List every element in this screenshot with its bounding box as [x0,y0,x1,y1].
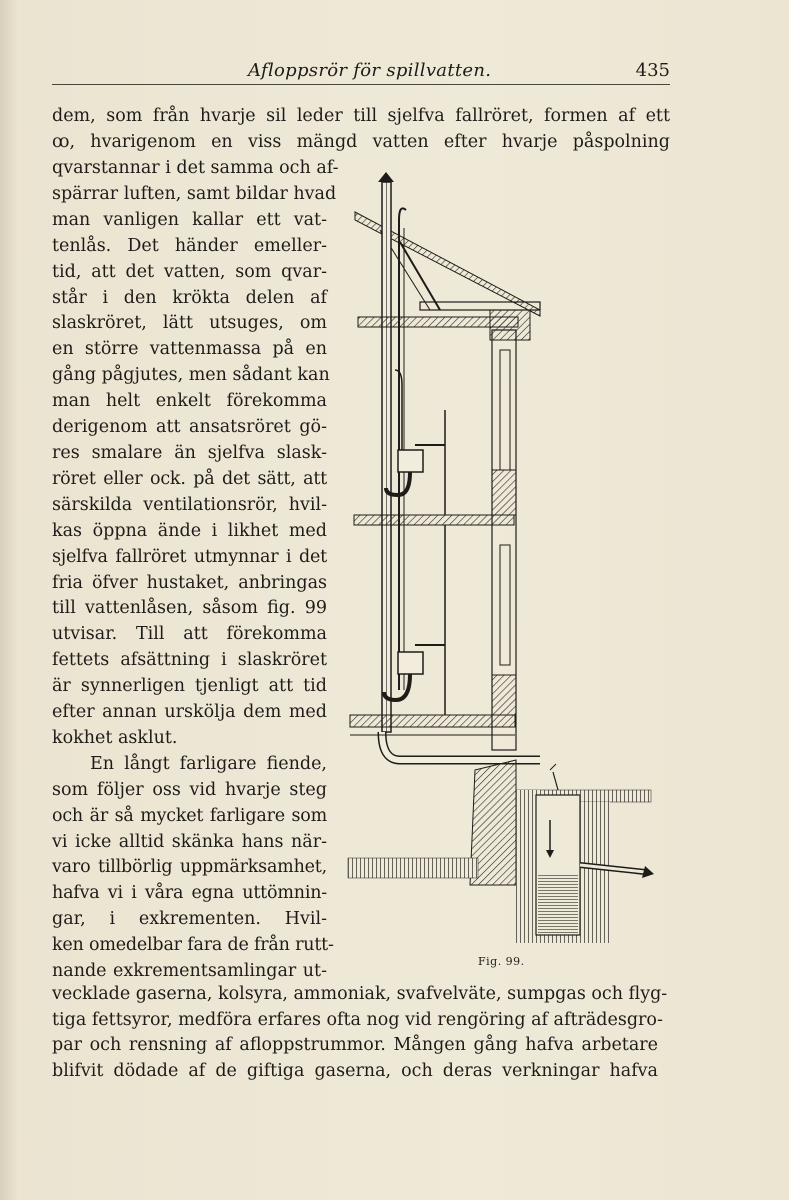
text-line: man helt enkelt förekomma [52,391,327,412]
text-line: man vanligen kallar ett vat- [52,209,327,230]
text-line: sjelfva fallröret utmynnar i det [52,546,327,567]
text-line: tenlås. Det händer emeller- [52,235,327,256]
text-line: gar, i exkrementen. Hvil- [52,909,327,930]
figure-caption: Fig. 99. [478,955,525,968]
floors [350,317,518,735]
text-line: nande exkrementsamlingar ut- [52,961,327,982]
text-line: hafva vi i våra egna uttömnin- [52,883,327,904]
text-line: fria öfver hustaket, anbringas [52,572,327,593]
text-line: röret eller ock. på det sätt, att [52,468,327,489]
text-line: och är så mycket farligare som [52,805,327,826]
text-line: tid, att det vatten, som qvar- [52,261,327,282]
page-header [52,58,670,85]
wrapped-text-column [52,156,339,985]
text-line: som följer oss vid hvarje steg [52,779,327,800]
text-line: till vattenlåsen, såsom fig. 99 [52,598,327,619]
text-line: En långt farligare fiende, [90,753,327,774]
text-line: tiga fettsyror, medföra erfares ofta nog vid rengöring af afträdesgro- [52,1009,663,1030]
text-line: spärrar luften, samt bildar hvad [52,183,337,204]
text-line: kokhet asklut. [52,727,178,748]
text-line: dem, som från hvarje sil leder till sjelfva fallröret, formen af ett [52,106,670,126]
text-line: vi icke alltid skänka hans när- [52,831,327,852]
text-line: varo tillbörlig uppmärksamhet, [52,857,327,878]
text-line: qvarstannar i det samma och af- [52,158,339,178]
closing-paragraph [52,982,668,1084]
text-line: ꝏ, hvarigenom en viss mängd vatten efter hvarje påspolning [52,131,670,152]
plumbing-illustration [340,160,670,950]
text-line: kas öppna ände i likhet med [52,520,327,541]
text-line: ken omedelbar fara de från rutt- [52,935,334,956]
text-line: en större vattenmassa på en [52,339,327,360]
page-number: 435 [635,60,670,81]
text-line: särskilda ventilationsrör, hvil- [52,494,327,515]
text-line: vecklade gaserna, kolsyra, ammoniak, svafvelväte, sumpgas och flyg- [52,984,668,1004]
text-line: par och rensning af afloppstrummor. Mången gång hafva arbetare [52,1035,658,1056]
text-line: derigenom att ansatsröret gö- [52,417,327,438]
text-line: står i den krökta delen af [52,287,327,308]
text-line: utvisar. Till att förekomma [52,624,327,645]
wall [492,330,516,750]
upper-sink [386,370,445,515]
text-line: gång pågjutes, men sådant kan [52,365,330,386]
running-title: Afloppsrör för spillvatten. [248,60,492,81]
text-line: efter annan urskölja dem med [52,702,327,723]
text-line: slaskröret, lätt utsuges, om [52,313,327,334]
text-line: är synnerligen tjenligt att tid [52,676,327,697]
text-line: res smalare än sjelfva slask- [52,442,327,463]
vent-cap [378,172,394,182]
lower-sink [384,525,445,715]
text-line: blifvit dödade af de giftiga gaserna, och deras verkningar hafva [52,1060,658,1081]
opening-paragraph [52,104,670,156]
text-line: fettets afsättning i slaskröret [52,650,327,671]
